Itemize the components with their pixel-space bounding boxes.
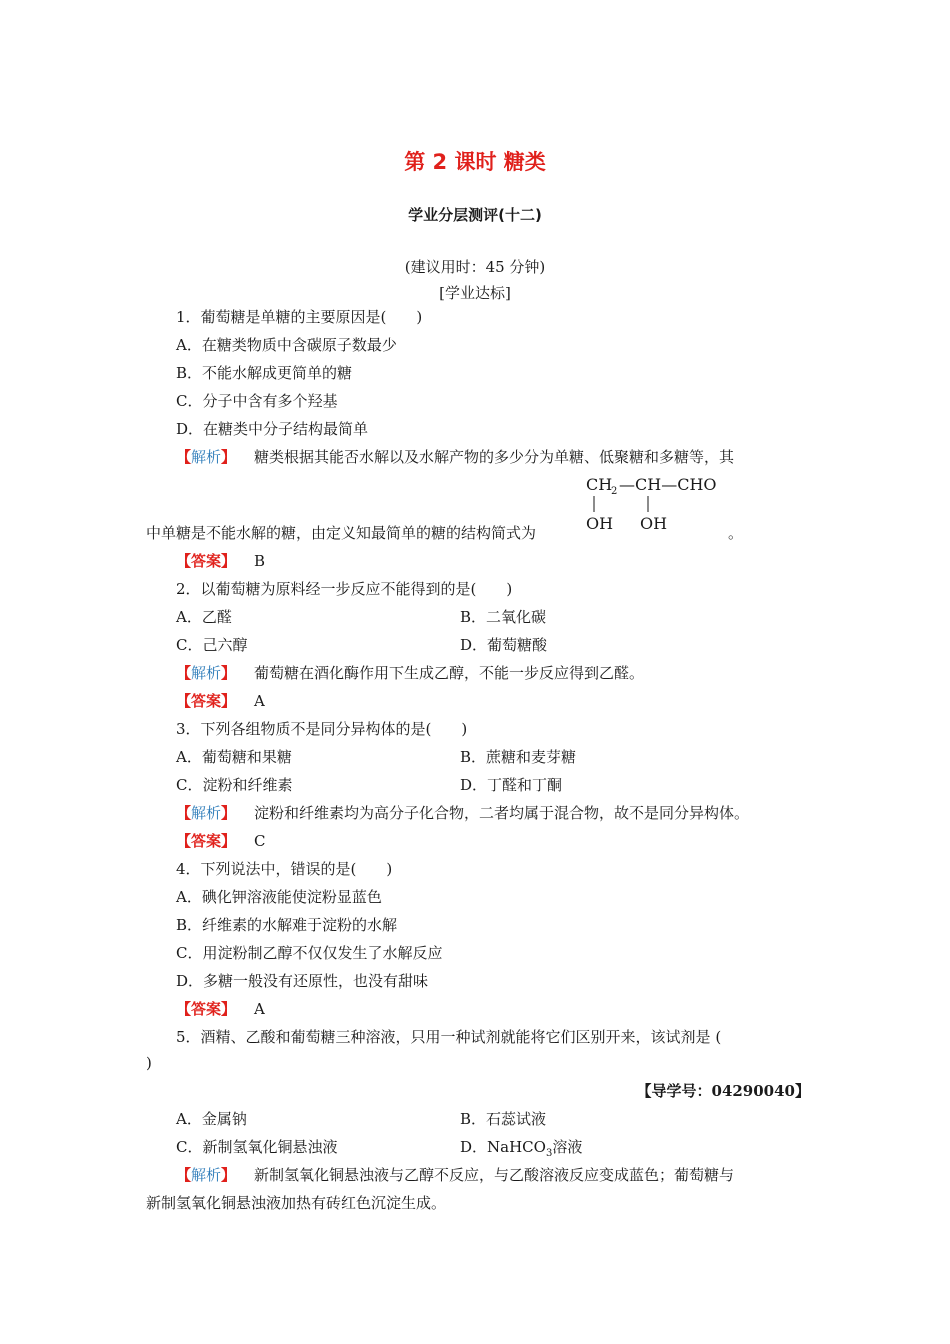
q1-option-c: C．分子中含有多个羟基 [176,392,338,410]
q2-option-d: D．葡萄糖酸 [460,636,548,654]
q5-option-b: B．石蕊试液 [460,1110,547,1128]
q5-stem: 5．酒精、乙酸和葡萄糖三种溶液，只用一种试剂就能将它们区别开来，该试剂是 ( [176,1028,722,1046]
q4-option-b: B．纤维素的水解难于淀粉的水解 [176,916,398,934]
q2-option-c: C．己六醇 [176,636,248,654]
q1-stem: 1．葡萄糖是单糖的主要原因是( ) [176,308,423,326]
q5-analysis-cont: 新制氢氧化铜悬浊液加热有砖红色沉淀生成。 [146,1194,447,1212]
q1-answer: 【答案】 B [176,552,266,570]
q1-option-b: B．不能水解成更简单的糖 [176,364,353,382]
formula-oh-1: OH [586,514,614,533]
q3-option-d: D．丁醛和丁酮 [460,776,563,794]
formula-ch-cho: —CH—CHO [619,475,717,494]
q1-analysis-end: 。 [728,524,744,542]
q5-analysis: 【解析】 新制氢氧化铜悬浊液与乙醇不反应，与乙酸溶液反应变成蓝色；葡萄糖与 [176,1166,735,1184]
q1-option-d: D．在糖类中分子结构最简单 [176,420,369,438]
formula-oh-2: OH [640,514,668,533]
page-subtitle: 学业分层测评(十二) [408,206,542,224]
answer-tag: 【答案】 [176,552,237,570]
q1-analysis-cont: 中单糖是不能水解的糖，由定义知最简单的糖的结构简式为 [146,524,537,542]
q4-option-c: C．用淀粉制乙醇不仅仅发生了水解反应 [176,944,443,962]
q4-option-a: A．碘化钾溶液能使淀粉显蓝色 [176,888,382,906]
q5-option-d: D．NaHCO$_3$溶液 [460,1138,583,1159]
page-title: 第 2 课时 糖类 [404,150,546,174]
guide-number: 【导学号：04290040】 [636,1082,810,1100]
q4-answer: 【答案】 A [176,1000,265,1018]
q4-stem: 4．下列说法中，错误的是( ) [176,860,393,878]
q2-option-b: B．二氧化碳 [460,608,547,626]
section-heading: [学业达标] [439,284,511,302]
q5-option-c: C．新制氢氧化铜悬浊液 [176,1138,338,1156]
q3-option-c: C．淀粉和纤维素 [176,776,293,794]
q5-option-a: A．金属钠 [176,1110,247,1128]
q2-option-a: A．乙醛 [176,608,232,626]
q2-stem: 2．以葡萄糖为原料经一步反应不能得到的是( ) [176,580,513,598]
q4-option-d: D．多糖一般没有还原性，也没有甜味 [176,972,429,990]
q1-option-a: A．在糖类物质中含碳原子数最少 [176,336,397,354]
time-note: (建议用时：45 分钟) [404,258,546,276]
formula-sub2: 2 [611,486,618,497]
q3-option-b: B．蔗糖和麦芽糖 [460,748,577,766]
q3-answer: 【答案】 C [176,832,266,850]
analysis-tag: 【解析】 [176,448,237,466]
q3-stem: 3．下列各组物质不是同分异构体的是( ) [176,720,468,738]
q3-analysis: 【解析】 淀粉和纤维素均为高分子化合物，二者均属于混合物，故不是同分异构体。 [176,804,750,822]
q3-option-a: A．葡萄糖和果糖 [176,748,292,766]
q1-analysis: 【解析】 糖类根据其能否水解以及水解产物的多少分为单糖、低聚糖和多糖等，其 [176,448,735,466]
q2-answer: 【答案】 A [176,692,265,710]
q2-analysis: 【解析】 葡萄糖在酒化酶作用下生成乙醇，不能一步反应得到乙醛。 [176,664,645,682]
q5-stem-cont: ) [146,1054,152,1072]
formula-ch2: CH [586,475,613,494]
